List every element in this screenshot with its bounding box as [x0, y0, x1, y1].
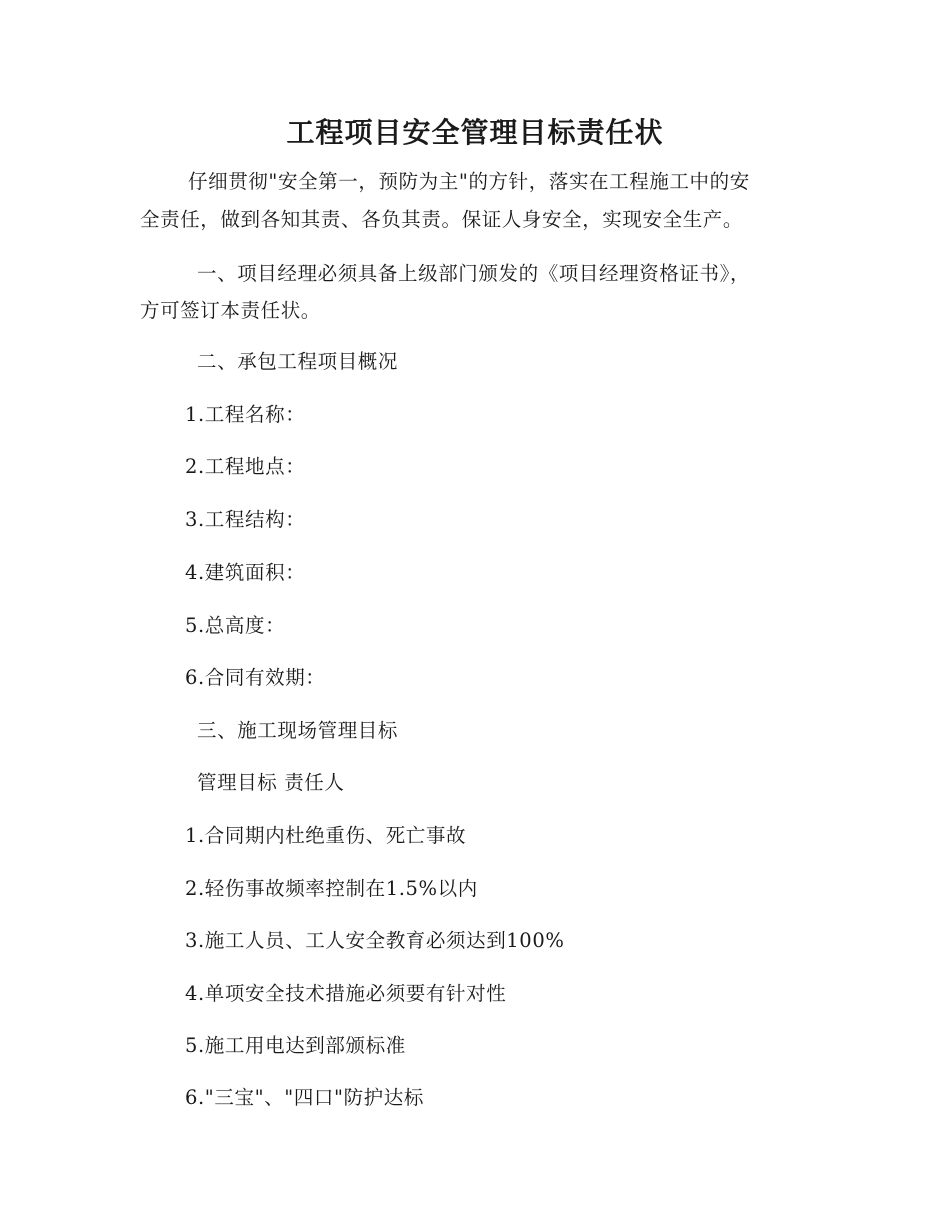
goal-item-5: 5.施工用电达到部颁标准 [185, 1034, 406, 1057]
section1-line-1: 一、项目经理必须具备上级部门颁发的《项目经理资格证书》， [197, 262, 751, 285]
intro-line-1: 仔细贯彻"安全第一，预防为主"的方针，落实在工程施工中的安 [188, 170, 750, 193]
section3-heading: 三、施工现场管理目标 [197, 719, 399, 742]
goal-item-6: 6."三宝"、"四口"防护达标 [185, 1086, 424, 1109]
document-title: 工程项目安全管理目标责任状 [286, 116, 664, 149]
section2-heading: 二、承包工程项目概况 [197, 350, 399, 373]
goal-item-3: 3.施工人员、工人安全教育必须达到100% [185, 929, 565, 952]
project-item-name: 1.工程名称： [185, 403, 306, 426]
project-item-structure: 3.工程结构： [185, 508, 306, 531]
project-item-location: 2.工程地点： [185, 455, 306, 478]
goal-item-4: 4.单项安全技术措施必须要有针对性 [185, 982, 507, 1005]
section3-table-header: 管理目标 责任人 [197, 771, 345, 794]
project-item-height: 5.总高度： [185, 614, 286, 637]
goal-item-2: 2.轻伤事故频率控制在1.5%以内 [185, 877, 478, 900]
project-item-contract-period: 6.合同有效期： [185, 666, 326, 689]
section1-line-2: 方可签订本责任状。 [140, 299, 321, 322]
goal-item-1: 1.合同期内杜绝重伤、死亡事故 [185, 824, 467, 847]
project-item-area: 4.建筑面积： [185, 561, 306, 584]
intro-line-2: 全责任，做到各知其责、各负其责。保证人身安全，实现安全生产。 [140, 208, 744, 231]
